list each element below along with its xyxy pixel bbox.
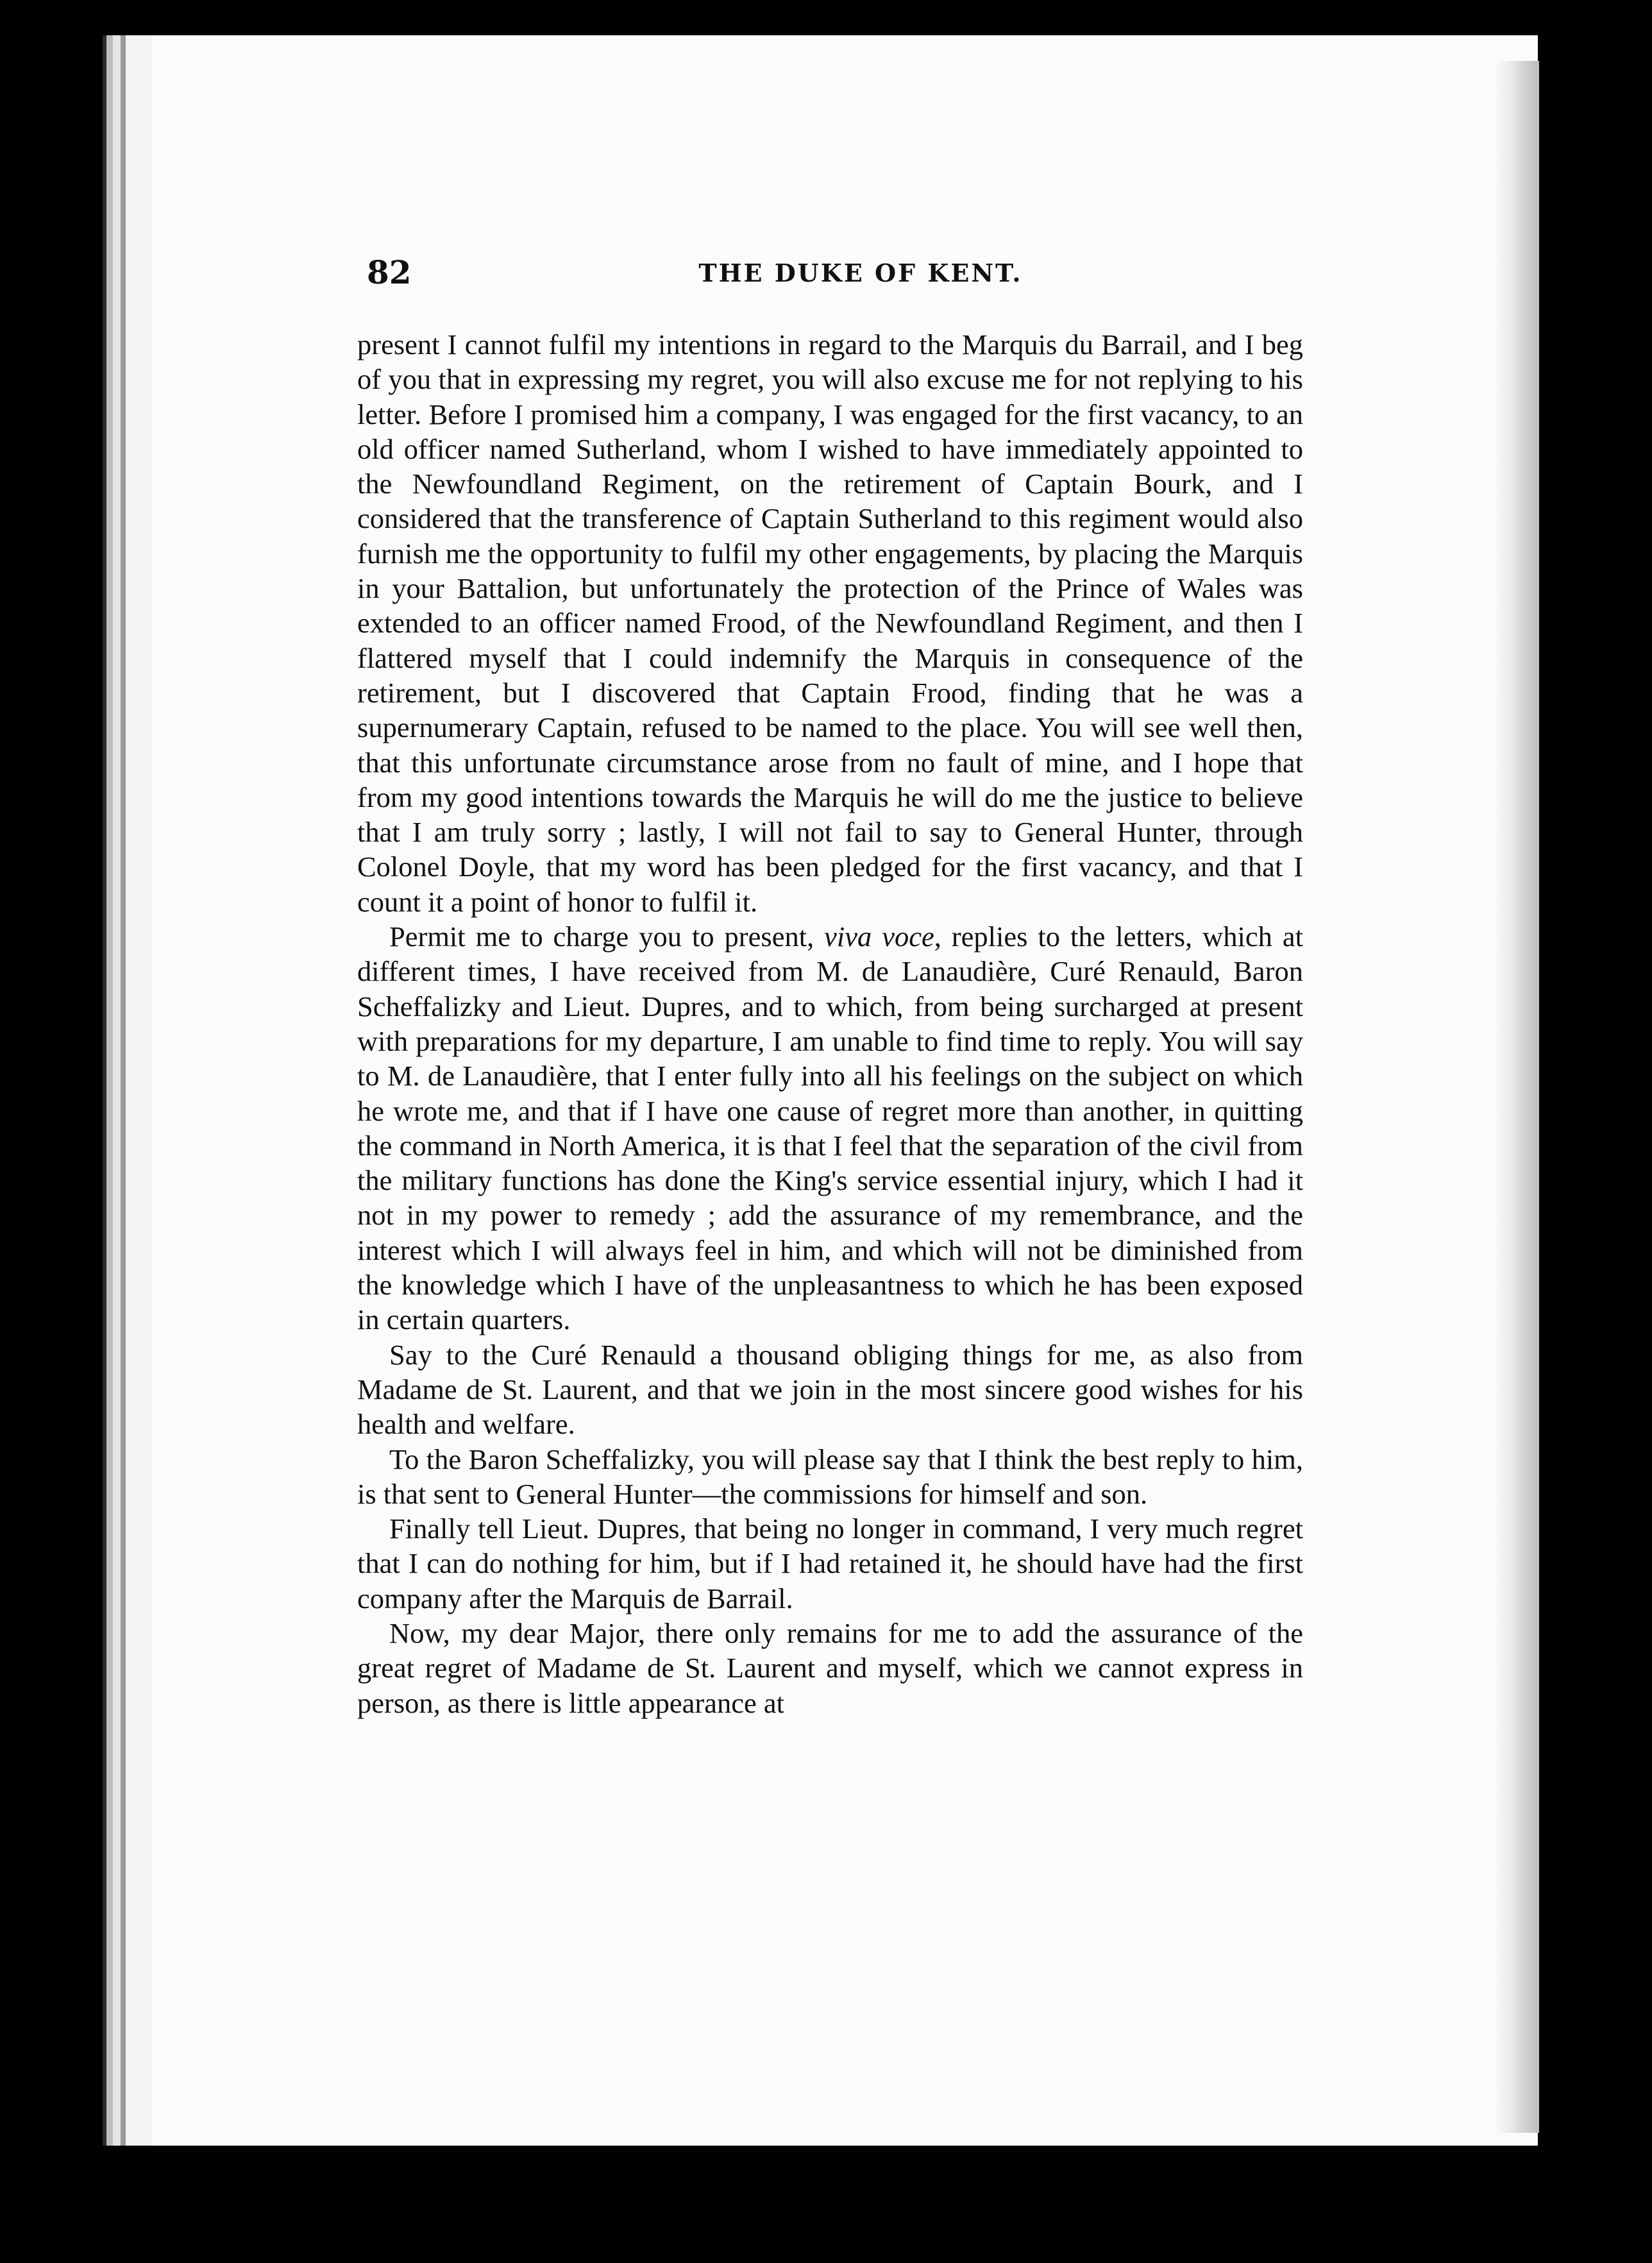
paragraph	[357, 919, 1303, 1337]
italic-phrase: viva voce	[824, 920, 934, 953]
page-edge-shadow	[1494, 61, 1539, 2133]
paragraph: Say to the Curé Renauld a thousand obliging things for me, as also from Madame de St. Laurent, and that we join in the most sincere good wishes for his health and welfare.	[357, 1338, 1303, 1441]
paragraph: Finally tell Lieut. Dupres, that being no longer in command, I very much regret that I can do nothing for him, but if I had retained it, he should have had the first company after the Marquis de Barrail.	[357, 1513, 1303, 1615]
binding-edge	[103, 35, 158, 2146]
paragraph: To the Baron Scheffalizky, you will please say that I think the best reply to him, is that sent to General Hunter—the commissions for himself and son.	[357, 1443, 1303, 1510]
page-header	[367, 253, 1303, 298]
page-number: 82	[367, 253, 412, 291]
paragraph-text: , replies to the letters, which at different times, I have received from M. de Lanaudière, Curé Renauld, Baron Scheffalizky and Lieut. Dupres, and to which, from being surcharged at present with preparations for my departure, I am unable to find time to reply. You will say to M. de Lanaudière, that I enter fully into all his feelings on the subject on which he wrote me, and that if I have one cause of regret more than another, in quitting the command in North America, it is that I feel that the separation of the civil from the military functions has done the King's service essential injury, which I had it not in my power to remedy ; add the assurance of my remembrance, and the interest which I will always feel in him, and which will not be diminished from the knowledge which I have of the unpleasantness to which he has been exposed in certain quarters.	[357, 920, 1303, 1336]
running-title: THE DUKE OF KENT.	[698, 259, 1023, 287]
paragraph: Now, my dear Major, there only remains for me to add the assurance of the great regret of Madame de St. Laurent and myself, which we cannot express in person, as there is little appearance at	[357, 1616, 1303, 1719]
paragraph: present I cannot fulfil my intentions in regard to the Marquis du Barrail, and I beg of you that in expressing my regret, you will also excuse me for not replying to his letter. Before I promised him a company, I was engaged for the first vacancy, to an old officer named Sutherland, whom I wished to have immediately appointed to the Newfoundland Regiment, on the retirement of Captain Bourk, and I considered that the transference of Captain Sutherland to this regiment would also furnish me the opportunity to fulfil my other engagements, by placing the Marquis in your Battalion, but unfortunately the protection of the Prince of Wales was extended to an officer named Frood, of the Newfoundland Regiment, and then I flattered myself that I could indemnify the Marquis in consequence of the retirement, but I discovered that Captain Frood, finding that he was a supernumerary Captain, refused to be named to the place. You will see well then, that this unfortunate circumstance arose from no fault of mine, and I hope that from my good intentions towards the Marquis he will do me the justice to believe that I am truly sorry ; lastly, I will not fail to say to General Hunter, through Colonel Doyle, that my word has been pledged for the first vacancy, and that I count it a point of honor to fulfil it.	[357, 328, 1303, 918]
body-text	[357, 327, 1303, 1720]
paragraph-text: Permit me to charge you to present,	[389, 920, 825, 953]
